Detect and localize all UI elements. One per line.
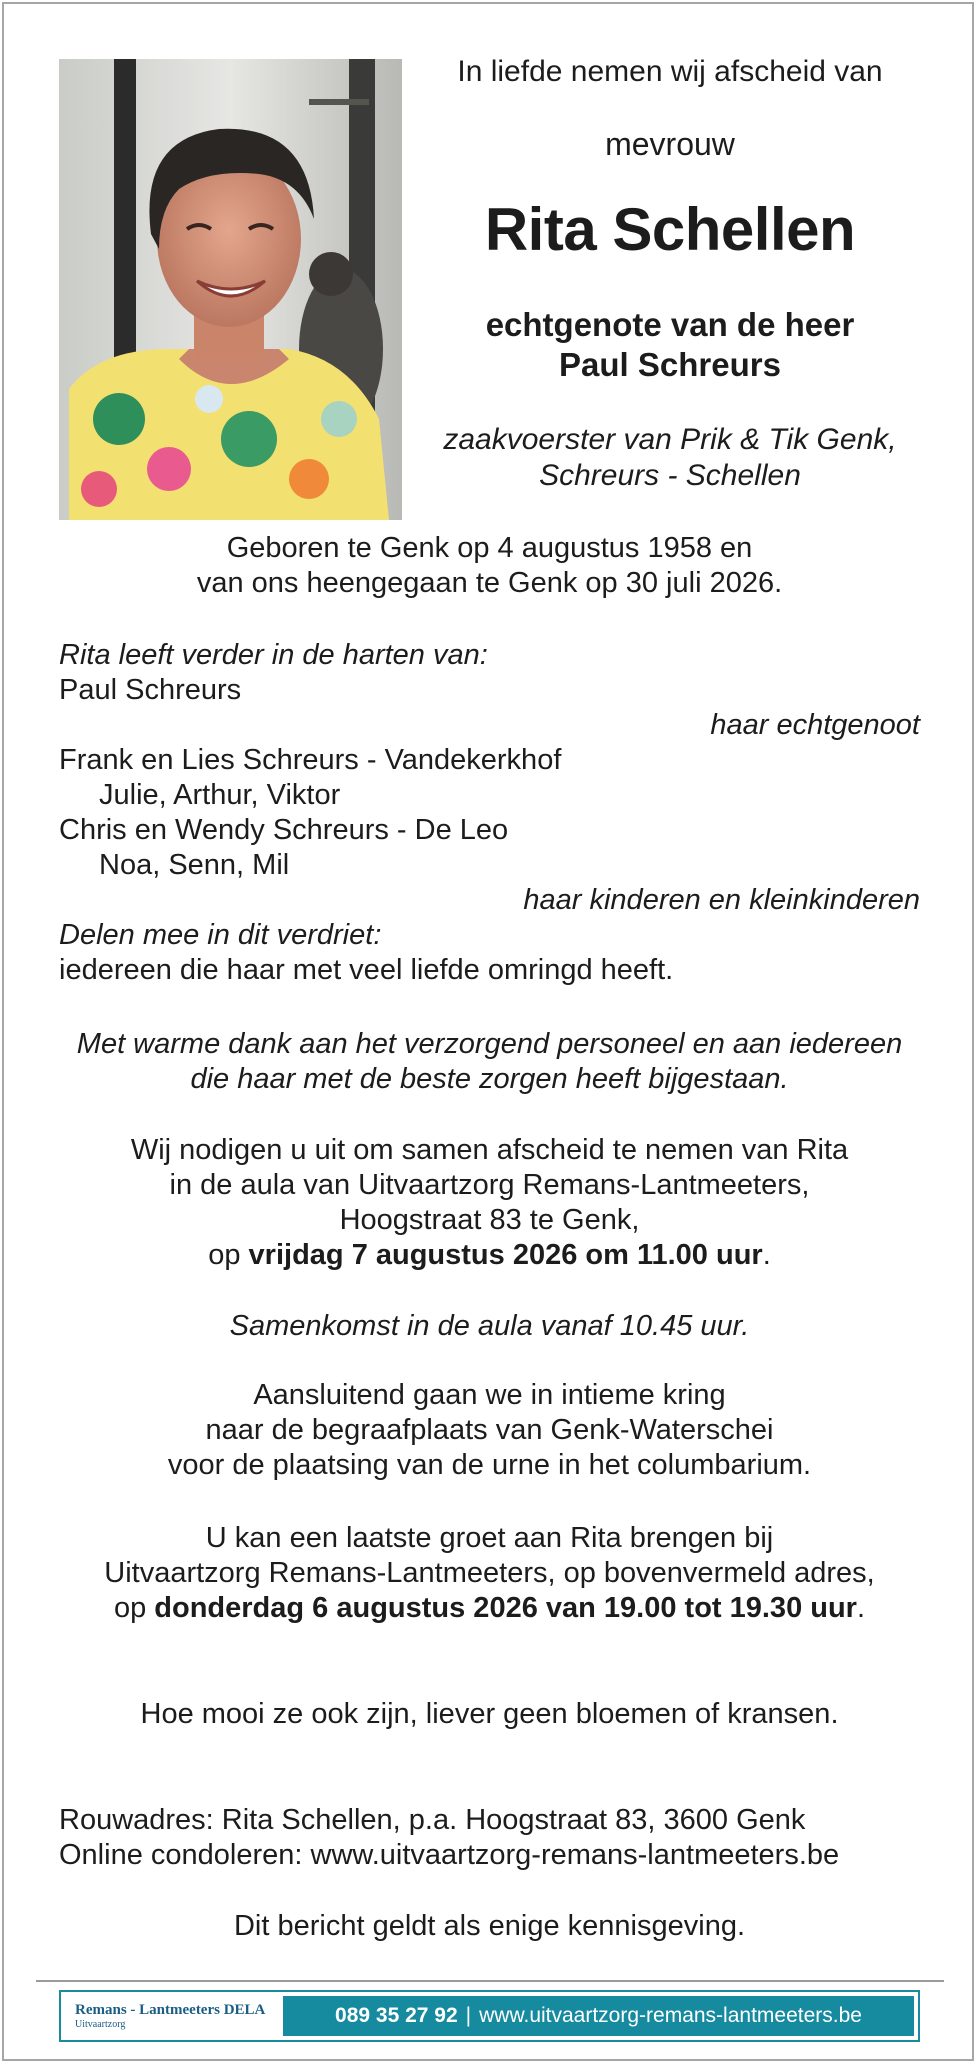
portrait-photo bbox=[59, 59, 402, 520]
website-link[interactable]: www.uitvaartzorg-remans-lantmeeters.be bbox=[479, 2004, 862, 2027]
logo-name: Remans - Lantmeeters DELA bbox=[75, 2002, 266, 2018]
funeral-home-banner bbox=[59, 1990, 920, 2042]
footer-divider bbox=[36, 1980, 944, 1982]
notice-line: Dit bericht geldt als enige kennisgeving. bbox=[233, 1910, 746, 1942]
flowers-line: Hoe mooi ze ook zijn, liever geen bloemen of kransen. bbox=[140, 1698, 839, 1730]
spouse-name: Paul Schreurs bbox=[559, 346, 781, 383]
grandchildren-entry: Julie, Arthur, Viktor bbox=[99, 779, 341, 811]
visit-section bbox=[59, 1521, 920, 1626]
family-section bbox=[59, 638, 920, 988]
gathering-section bbox=[59, 1309, 920, 1344]
deceased-name: Rita Schellen bbox=[484, 196, 856, 263]
ceremony-section bbox=[59, 1133, 920, 1273]
visit-suffix: . bbox=[856, 1592, 866, 1624]
logo-subtitle: Uitvaartzorg bbox=[75, 2019, 126, 2030]
funeral-home-logo bbox=[61, 2001, 283, 2031]
death-line: van ons heengegaan te Genk op 30 juli 2026. bbox=[196, 567, 783, 599]
company-name: Schreurs - Schellen bbox=[539, 459, 801, 492]
phone-number[interactable]: 089 35 27 92 bbox=[335, 2004, 458, 2027]
mourning-address: Rouwadres: Rita Schellen, p.a. Hoogstraat 83, 3600 Genk bbox=[59, 1804, 806, 1836]
address-section bbox=[59, 1803, 920, 1873]
spouse-entry: Paul Schreurs bbox=[59, 674, 242, 706]
ceremony-prefix: op bbox=[208, 1239, 249, 1271]
birth-line: Geboren te Genk op 4 augustus 1958 en bbox=[226, 532, 753, 564]
visit-line: Uitvaartzorg Remans-Lantmeeters, op bovenvermeld adres, bbox=[104, 1557, 875, 1589]
occupation-info bbox=[420, 422, 920, 494]
notice-section bbox=[59, 1909, 920, 1944]
gathering-line: Samenkomst in de aula vanaf 10.45 uur. bbox=[229, 1310, 750, 1342]
burial-line: voor de plaatsing van de urne in het columbarium. bbox=[167, 1449, 812, 1481]
ceremony-address: Hoogstraat 83 te Genk, bbox=[339, 1204, 640, 1236]
separator: | bbox=[465, 2004, 472, 2027]
thanks-line: Met warme dank aan het verzorgend personeel en aan iedereen bbox=[76, 1028, 903, 1060]
contact-bar bbox=[283, 1996, 914, 2036]
family-heading: Rita leeft verder in de harten van: bbox=[59, 639, 488, 671]
burial-section bbox=[59, 1378, 920, 1483]
grandchildren-entry: Noa, Senn, Mil bbox=[99, 849, 290, 881]
spouse-role: haar echtgenoot bbox=[710, 709, 920, 741]
child-entry: Frank en Lies Schreurs - Vandekerkhof bbox=[59, 744, 562, 776]
burial-line: naar de begraafplaats van Genk-Waterschei bbox=[205, 1414, 774, 1446]
share-text: iedereen die haar met veel liefde omringd heeft. bbox=[59, 954, 674, 986]
ceremony-date: vrijdag 7 augustus 2026 om 11.00 uur bbox=[248, 1239, 763, 1271]
online-condolence: Online condoleren: www.uitvaartzorg-remans-lantmeeters.be bbox=[59, 1839, 840, 1871]
spouse-info bbox=[420, 305, 920, 385]
ceremony-suffix: . bbox=[762, 1239, 771, 1271]
birth-death-section bbox=[59, 531, 920, 601]
child-entry: Chris en Wendy Schreurs - De Leo bbox=[59, 814, 509, 846]
spouse-line: echtgenote van de heer bbox=[485, 306, 855, 343]
burial-line: Aansluitend gaan we in intieme kring bbox=[253, 1379, 726, 1411]
children-role: haar kinderen en kleinkinderen bbox=[523, 884, 920, 916]
ceremony-line: in de aula van Uitvaartzorg Remans-Lantmeeters, bbox=[169, 1169, 810, 1201]
ceremony-line: Wij nodigen u uit om samen afscheid te nemen van Rita bbox=[130, 1134, 849, 1166]
visit-date: donderdag 6 augustus 2026 van 19.00 tot 19.30 uur bbox=[154, 1592, 857, 1624]
flowers-section bbox=[59, 1697, 920, 1732]
intro-text: In liefde nemen wij afscheid van bbox=[457, 55, 883, 88]
visit-prefix: op bbox=[113, 1592, 155, 1624]
occupation-line: zaakvoerster van Prik & Tik Genk, bbox=[443, 423, 897, 456]
ceremony-datetime bbox=[59, 1238, 920, 1273]
thanks-section bbox=[59, 1027, 920, 1097]
share-heading: Delen mee in dit verdriet: bbox=[59, 919, 382, 951]
visit-datetime bbox=[59, 1591, 920, 1626]
title-word: mevrouw bbox=[605, 126, 735, 162]
visit-line: U kan een laatste groet aan Rita brengen bij bbox=[205, 1522, 774, 1554]
thanks-line: die haar met de beste zorgen heeft bijgestaan. bbox=[190, 1063, 789, 1095]
